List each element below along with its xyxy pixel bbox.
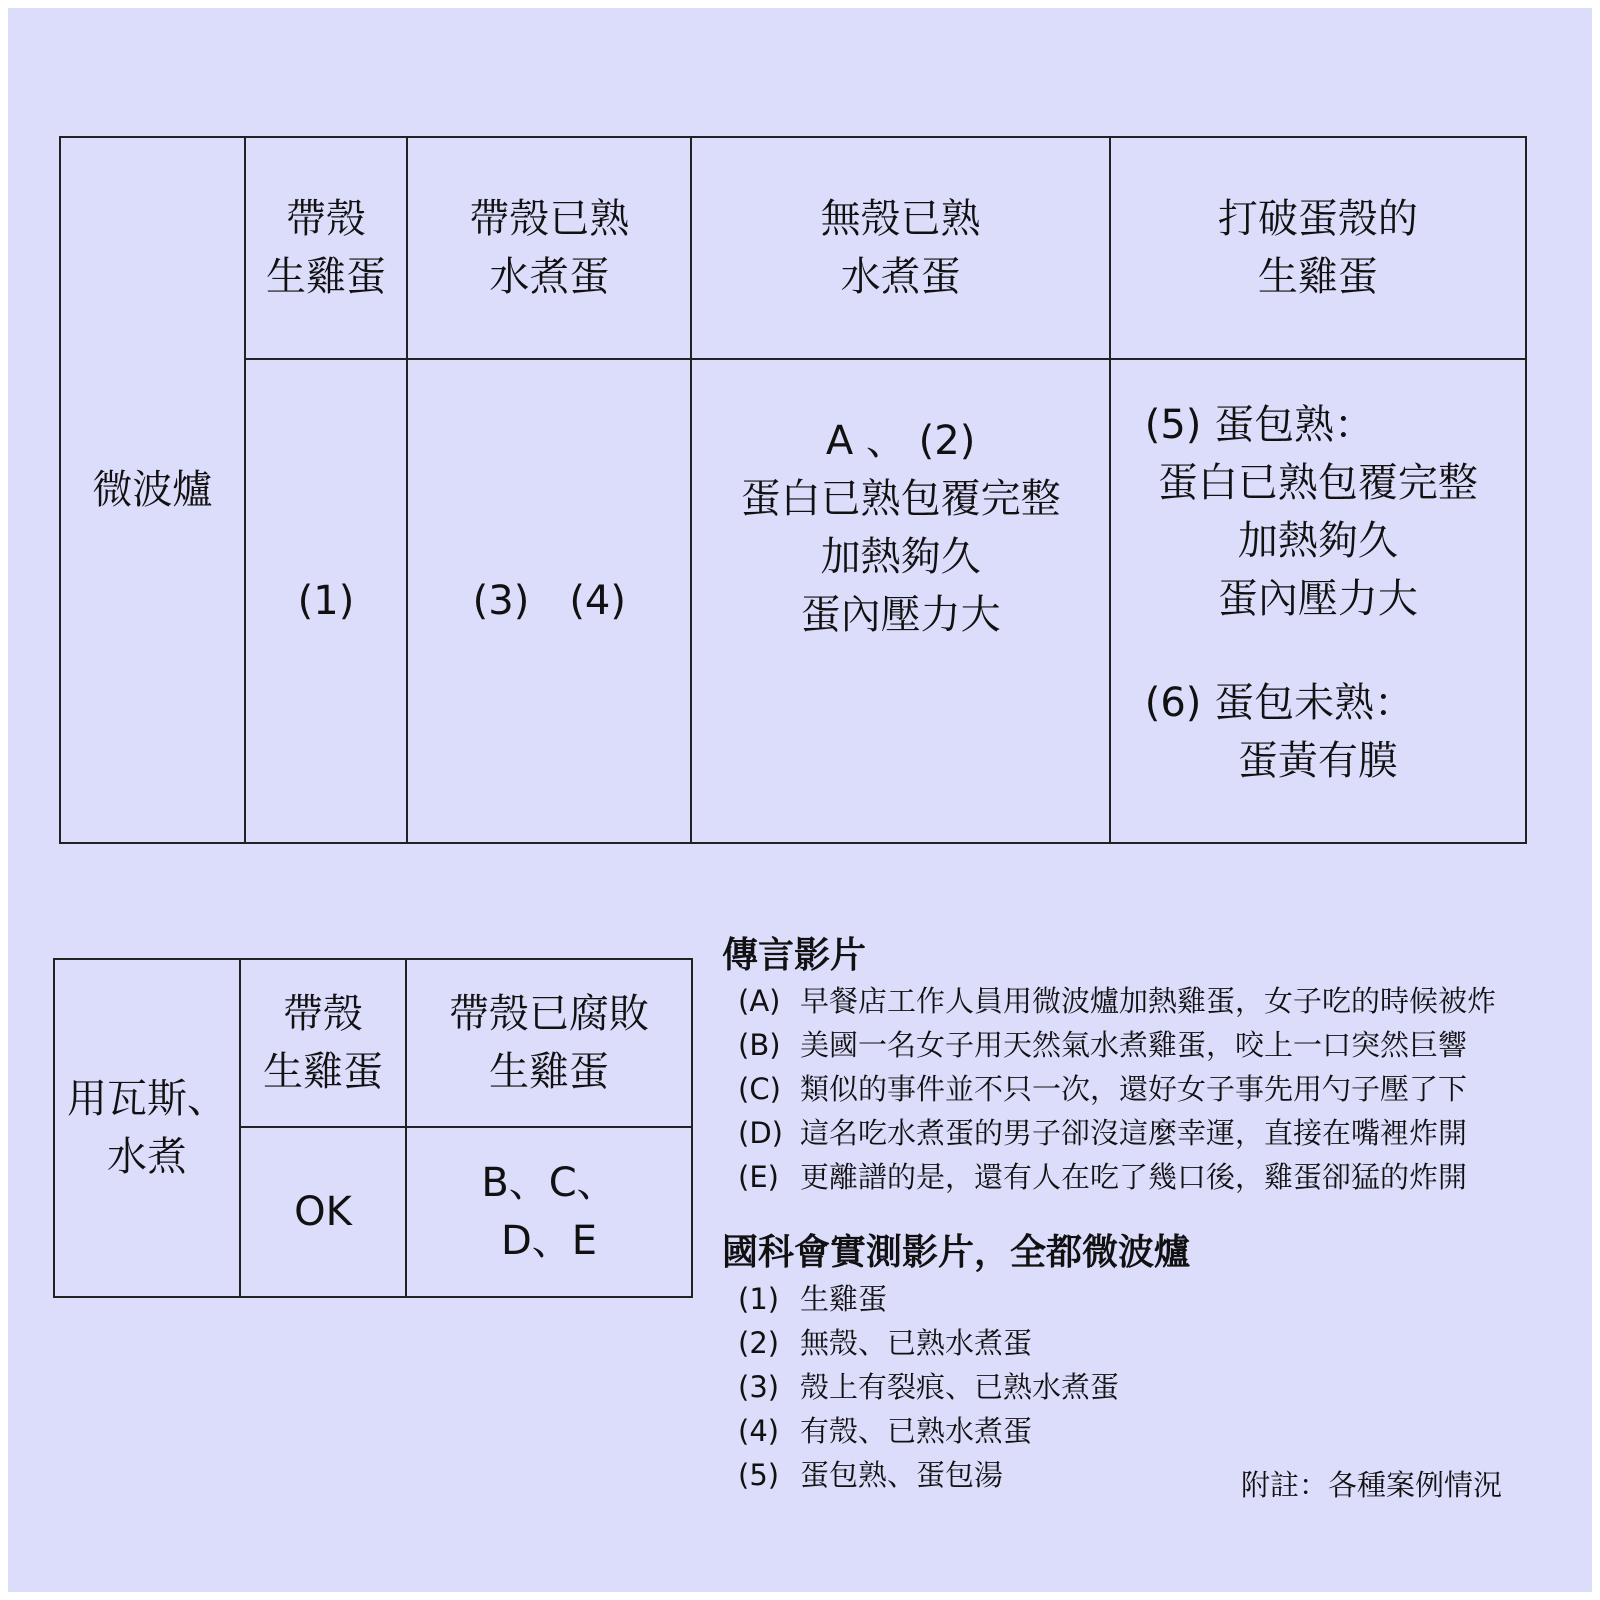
footnote: 附註：各種案例情況 (1241, 1468, 1503, 1502)
list-item: (2) 無殼、已熟水煮蛋 (738, 1326, 1033, 1360)
list-item: (A) 早餐店工作人員用微波爐加熱雞蛋，女子吃的時候被炸 (738, 984, 1497, 1018)
cell-raw-shell-ok: OK (240, 1127, 406, 1297)
header-cooked-no-shell: 無殼已熟 水煮蛋 (691, 137, 1109, 359)
rumor-list (738, 979, 1496, 1199)
list-item: (C) 類似的事件並不只一次，還好女子事先用勺子壓了下 (738, 1072, 1468, 1106)
row-header-microwave: 微波爐 (60, 137, 245, 843)
list-item: (D) 這名吃水煮蛋的男子卻沒這麼幸運，直接在嘴裡炸開 (738, 1116, 1468, 1150)
cell-raw-shell: (1) (245, 359, 407, 843)
rumor-section-title: 傳言影片 (722, 935, 867, 976)
list-item: (4) 有殼、已熟水煮蛋 (738, 1414, 1033, 1448)
test-section-title: 國科會實測影片，全都微波爐 (722, 1232, 1191, 1273)
list-item: (3) 殼上有裂痕、已熟水煮蛋 (738, 1370, 1120, 1404)
microwave-table (59, 136, 1527, 844)
list-item: (E) 更離譜的是，還有人在吃了幾口後，雞蛋卻猛的炸開 (738, 1160, 1468, 1194)
gas-boil-table (53, 958, 693, 1298)
cell-cooked-no-shell: A 、 (2) 蛋白已熟包覆完整 加熱夠久 蛋內壓力大 (691, 359, 1109, 843)
header-cooked-shell: 帶殼已熟 水煮蛋 (407, 137, 691, 359)
list-item: (5) 蛋包熟、蛋包湯 (738, 1458, 1004, 1492)
row-header-gas-boil: 用瓦斯、 水煮 (54, 959, 240, 1297)
header-rotten-shell: 帶殼已腐敗 生雞蛋 (406, 959, 692, 1127)
list-item: (1) 生雞蛋 (738, 1282, 888, 1316)
list-item: (B) 美國一名女子用天然氣水煮雞蛋，咬上一口突然巨響 (738, 1028, 1468, 1062)
header-broken-raw: 打破蛋殼的 生雞蛋 (1110, 137, 1526, 359)
header-raw-shell: 帶殼 生雞蛋 (245, 137, 407, 359)
cell-rotten-shell: B、C、 D、E (406, 1127, 692, 1297)
test-list (738, 1277, 1119, 1497)
cell-cooked-shell: (3) (4) (407, 359, 691, 843)
header-raw-shell-2: 帶殼 生雞蛋 (240, 959, 406, 1127)
cell-broken-raw: (5) 蛋包熟： 蛋白已熟包覆完整 加熱夠久 蛋內壓力大 (6) 蛋包未熟： 蛋黃有膜 (1110, 359, 1526, 843)
